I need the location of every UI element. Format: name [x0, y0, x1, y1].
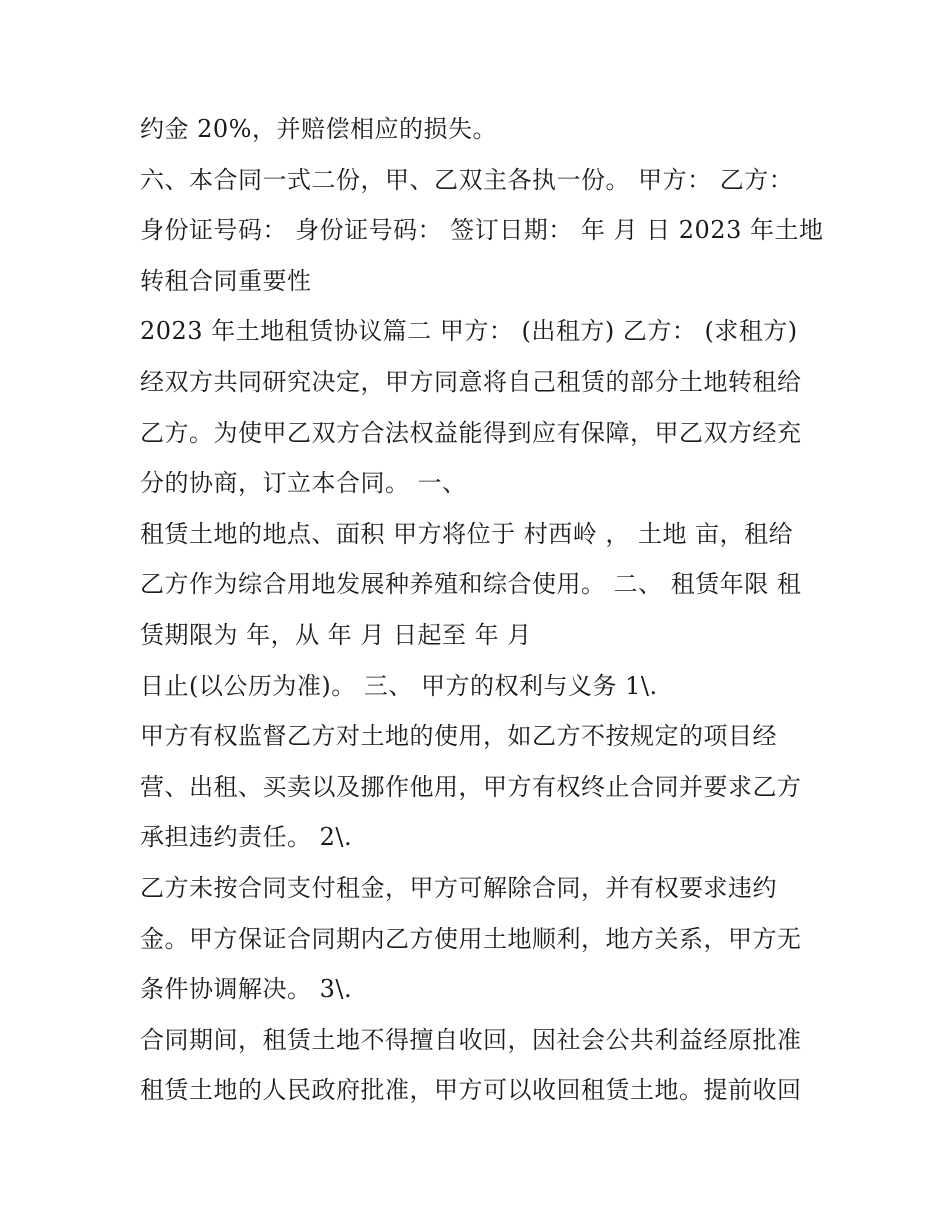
text-line: 合同期间，租赁土地不得擅自收回，因社会公共利益经原批准: [140, 1025, 802, 1054]
text-line: 身份证号码： 身份证号码： 签订日期： 年 月 日 2023 年土地: [140, 216, 824, 245]
text-line: 条件协调解决。 3\.: [140, 975, 353, 1004]
text-line: 乙方作为综合用地发展种养殖和综合使用。 二、 租赁年限 租: [140, 570, 802, 599]
text-line: 日止(以公历为准)。 三、 甲方的权利与义务 1\.: [140, 671, 658, 700]
text-line: 营、出租、买卖以及挪作他用，甲方有权终止合同并要求乙方: [140, 772, 802, 801]
text-line: 六、本合同一式二份，甲、乙双主各执一份。 甲方： 乙方：: [140, 165, 794, 194]
text-line: 约金 20%，并赔偿相应的损失。: [140, 115, 497, 143]
text-line: 租赁土地的地点、面积 甲方将位于 村西岭 ， 土地 亩，租给: [140, 519, 794, 548]
text-line: 金。甲方保证合同期内乙方使用土地顺利，地方关系，甲方无: [140, 924, 802, 953]
text-line: 租赁土地的人民政府批准，甲方可以收回租赁土地。提前收回: [140, 1076, 802, 1105]
text-line: 承担违约责任。 2\.: [140, 823, 353, 852]
text-line: 甲方有权监督乙方对土地的使用，如乙方不按规定的项目经: [140, 722, 777, 751]
document-body: [140, 110, 824, 1122]
text-line: 2023 年土地租赁协议篇二 甲方： (出租方) 乙方： (求租方): [140, 317, 798, 346]
text-line: 转租合同重要性: [140, 266, 312, 295]
text-line: 赁期限为 年，从 年 月 日起至 年 月: [140, 620, 532, 649]
text-line: 经双方共同研究决定，甲方同意将自己租赁的部分土地转租给: [140, 367, 802, 396]
text-line: 分的协商，订立本合同。 一、: [140, 469, 467, 498]
text-line: 乙方。为使甲乙双方合法权益能得到应有保障，甲乙双方经充: [140, 418, 802, 447]
text-line: 乙方未按合同支付租金，甲方可解除合同，并有权要求违约: [140, 873, 777, 902]
